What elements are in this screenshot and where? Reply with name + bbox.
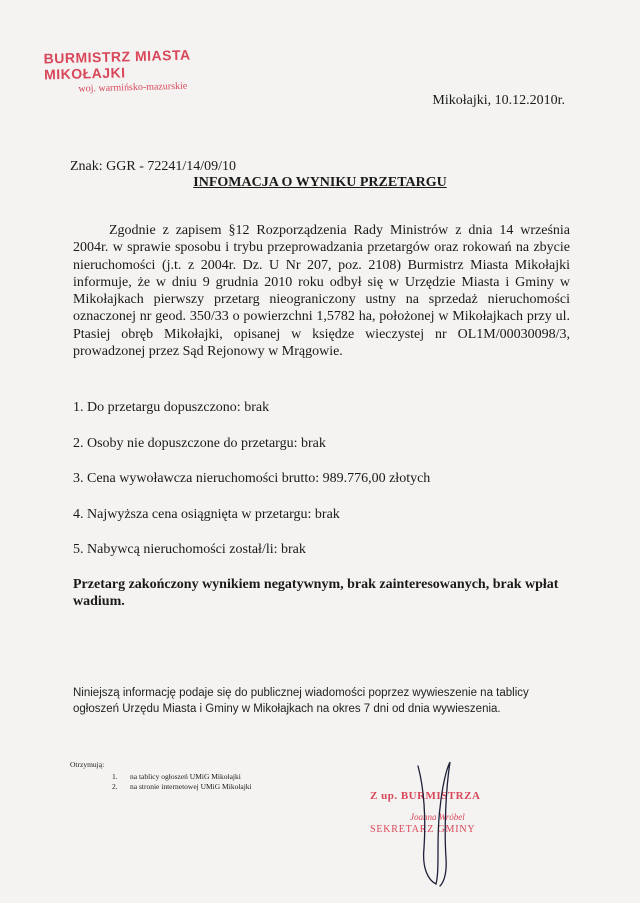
document-title: INFOMACJA O WYNIKU PRZETARGU [193,175,447,190]
body-paragraph: Zgodnie z zapisem §12 Rozporządzenia Rady Ministrów z dnia 14 września 2004r. w sprawie sposobu i trybu przeprowadzania przetargów oraz rokowań na zbycie nieruchomości (j.t. z 2004r. Dz. U Nr 207, poz. 2108) Burmistrz Miasta Mikołajki informuje, że w dniu 9 grudnia 2010 roku odbył się w Urzędzie Miasta i Gminy w Mikołajkach pierwszy przetarg nieograniczony ustny na sprzedaż nieruchomości oznaczonej nr geod. 350/33 o powierzchni 1,5782 ha, położonej w Mikołajkach przy ul. Ptasiej obręb Mikołajki, opisanej w księdze wieczystej nr OL1M/00030098/3, prowadzonej przez Sąd Rejonowy w Mrągowie. [73,223,570,360]
handwritten-signature [400,758,470,888]
secretary-stamp-title: SEKRETARZ GMINY [370,824,476,835]
conclusion: Przetarg zakończony wynikiem negatywnym, brak zainteresowanych, brak wpłat wadium. [73,577,559,609]
list-item: 4. Najwyższa cena osiągnięta w przetargu: brak [73,507,340,522]
list-item: 2. Osoby nie dopuszczone do przetargu: brak [73,436,326,451]
mayor-stamp [43,46,234,96]
mayor-stamp-title: BURMISTRZ MIASTA MIKOŁAJKI [43,46,191,83]
list-item: 1. Do przetargu dopuszczono: brak [73,400,270,415]
list-item: 3. Cena wywoławcza nieruchomości brutto: 989.776,00 złotych [73,471,431,486]
recipient-text: na tablicy ogłoszeń UMiG Mikołajki [130,772,241,781]
reference-number: Znak: GGR - 72241/14/09/10 [70,159,237,174]
secretary-stamp-line1: Z up. BURMISTRZA [370,790,481,802]
recipient-text: na stronie internetowej UMiG Mikołajki [130,782,252,791]
mayor-stamp-region: woj. warmińsko-mazurskie [78,80,188,95]
recipient-number: 1. [112,772,118,781]
recipient-number: 2. [112,782,118,791]
publication-notice: Niniejszą informację podaje się do publicznej wiadomości poprzez wywieszenie na tablicy ogłoszeń Urzędu Miasta i Gminy w Mikołajkach na okres 7 dni od dnia wywieszenia. [73,687,529,715]
secretary-stamp-name: Joanna Wróbel [410,812,465,822]
place-date: Mikołajki, 10.12.2010r. [432,93,565,108]
list-item: 5. Nabywcą nieruchomości został/li: brak [73,542,306,557]
recipients-label: Otrzymują: [70,760,105,769]
